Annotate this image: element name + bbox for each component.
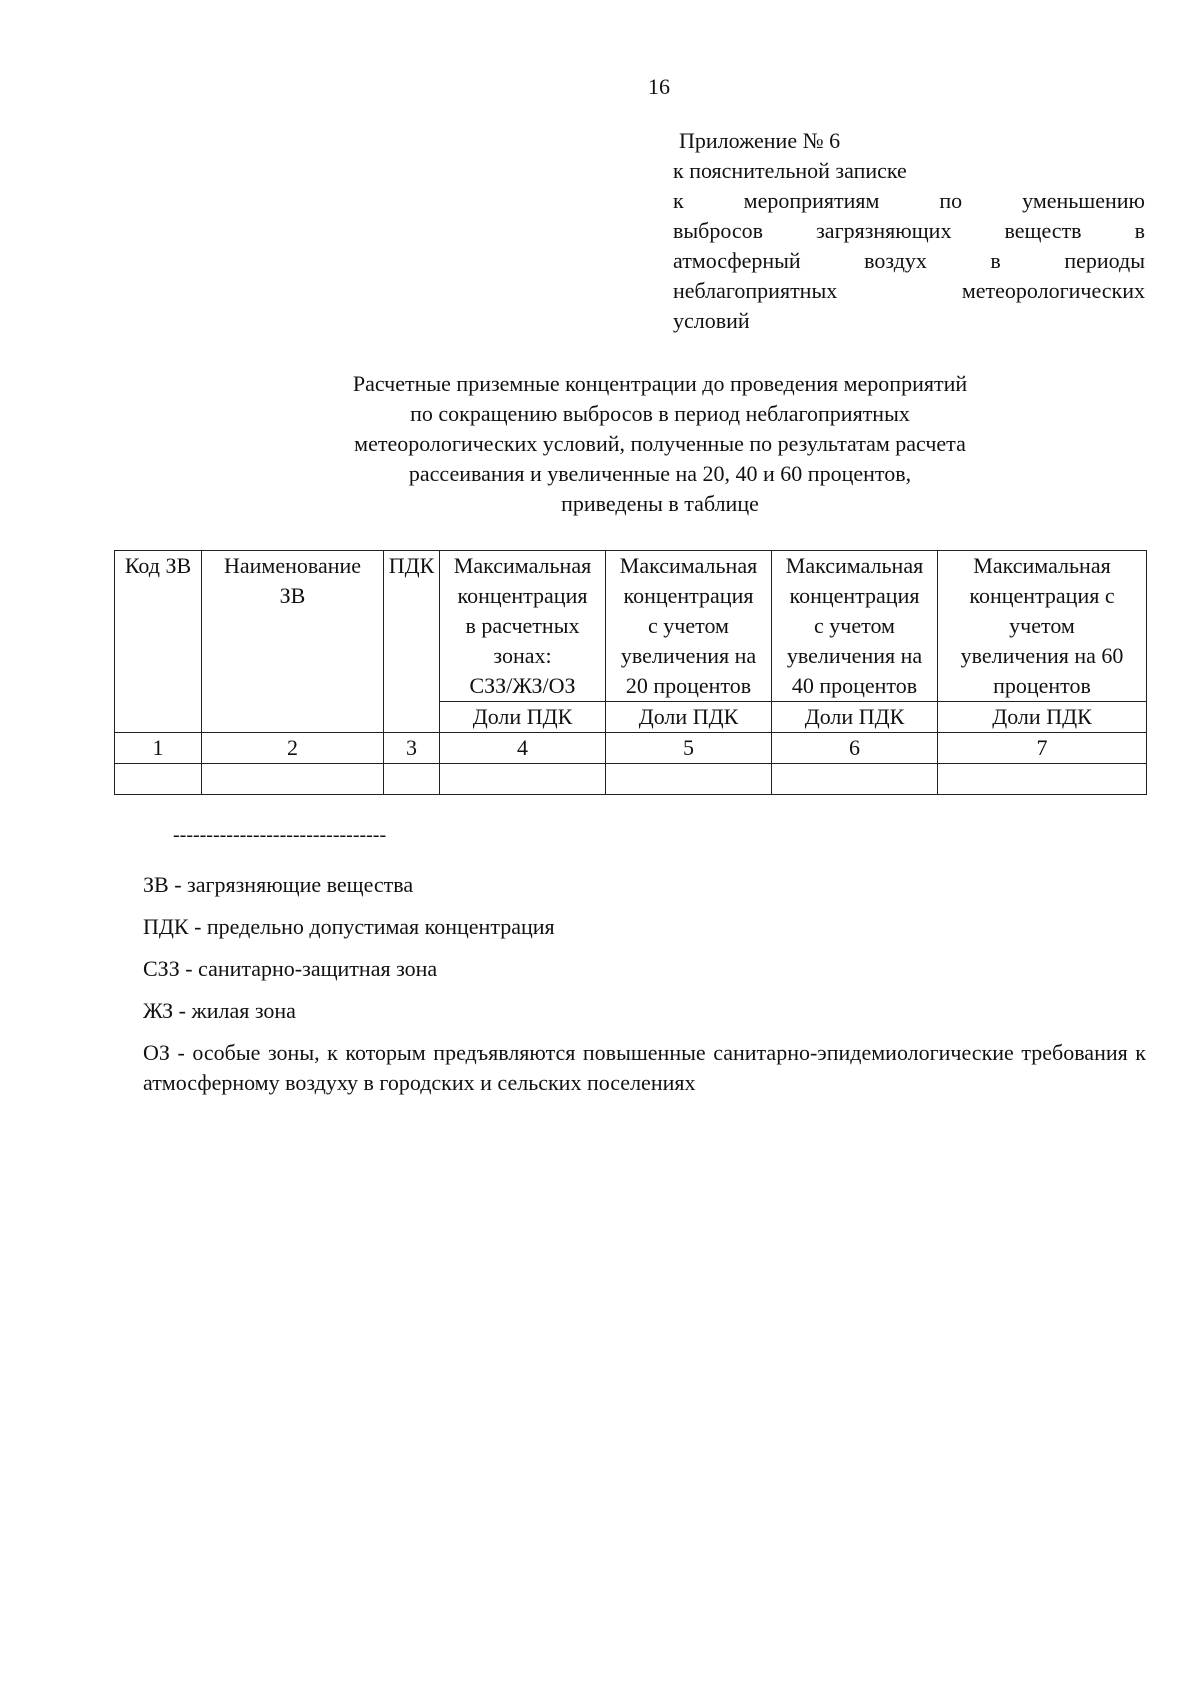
- header-cell-code: Код ЗВ: [115, 551, 202, 733]
- title-line: по сокращению выбросов в период неблагоприятных: [410, 401, 910, 426]
- appendix-line: к пояснительной записке: [673, 158, 907, 183]
- column-number: 2: [202, 733, 384, 764]
- table-header-row: [115, 551, 1147, 702]
- column-number: 1: [115, 733, 202, 764]
- empty-cell: [115, 764, 202, 795]
- empty-cell: [440, 764, 606, 795]
- document-title: [240, 369, 1080, 519]
- header-cell-max-40: Максимальная концентрация с учетом увеличения на 40 процентов: [772, 551, 938, 702]
- title-line: метеорологических условий, полученные по результатам расчета: [354, 431, 966, 456]
- empty-cell: [384, 764, 440, 795]
- header-cell-pdk: ПДК: [384, 551, 440, 733]
- empty-cell: [938, 764, 1147, 795]
- header-cell-name: Наименование ЗВ: [202, 551, 384, 733]
- appendix-line: атмосферный воздух в периоды: [673, 248, 1145, 273]
- appendix-line: условий: [673, 308, 750, 333]
- definitions-list: [143, 870, 1146, 1110]
- header-cell-max-60: Максимальная концентрация с учетом увеличения на 60 процентов: [938, 551, 1147, 702]
- appendix-header: [673, 126, 1145, 336]
- definition-item: СЗЗ - санитарно-защитная зона: [143, 956, 438, 981]
- definition-item: ЗВ - загрязняющие вещества: [143, 872, 414, 897]
- column-number: 5: [606, 733, 772, 764]
- appendix-line: неблагоприятных метеорологических: [673, 278, 1145, 303]
- title-line: Расчетные приземные концентрации до проведения мероприятий: [352, 371, 968, 396]
- empty-cell: [772, 764, 938, 795]
- unit-cell: Доли ПДК: [772, 702, 938, 733]
- header-cell-max-20: Максимальная концентрация с учетом увеличения на 20 процентов: [606, 551, 772, 702]
- concentration-table: [114, 550, 1147, 795]
- page-number: 16: [648, 74, 670, 99]
- table-number-row: [115, 733, 1147, 764]
- column-number: 3: [384, 733, 440, 764]
- definition-item: ЖЗ - жилая зона: [143, 998, 296, 1023]
- empty-cell: [202, 764, 384, 795]
- appendix-line: выбросов загрязняющих веществ в: [673, 218, 1145, 243]
- definition-item: ОЗ - особые зоны, к которым предъявляются повышенные санитарно-эпидемиологические требования к атмосферному воздуху в городских и сельских поселениях: [143, 1040, 1146, 1095]
- empty-cell: [606, 764, 772, 795]
- column-number: 4: [440, 733, 606, 764]
- appendix-title: Приложение № 6: [679, 128, 841, 153]
- unit-cell: Доли ПДК: [938, 702, 1147, 733]
- title-line: приведены в таблице: [561, 491, 759, 516]
- footnote-separator: --------------------------------: [173, 824, 387, 846]
- header-cell-max-zones: Максимальная концентрация в расчетных зонах: СЗЗ/ЖЗ/ОЗ: [440, 551, 606, 702]
- column-number: 7: [938, 733, 1147, 764]
- definition-item: ПДК - предельно допустимая концентрация: [143, 914, 555, 939]
- appendix-line: к мероприятиям по уменьшению: [673, 188, 1145, 213]
- unit-cell: Доли ПДК: [440, 702, 606, 733]
- unit-cell: Доли ПДК: [606, 702, 772, 733]
- table-empty-row: [115, 764, 1147, 795]
- title-line: рассеивания и увеличенные на 20, 40 и 60 процентов,: [408, 461, 912, 486]
- column-number: 6: [772, 733, 938, 764]
